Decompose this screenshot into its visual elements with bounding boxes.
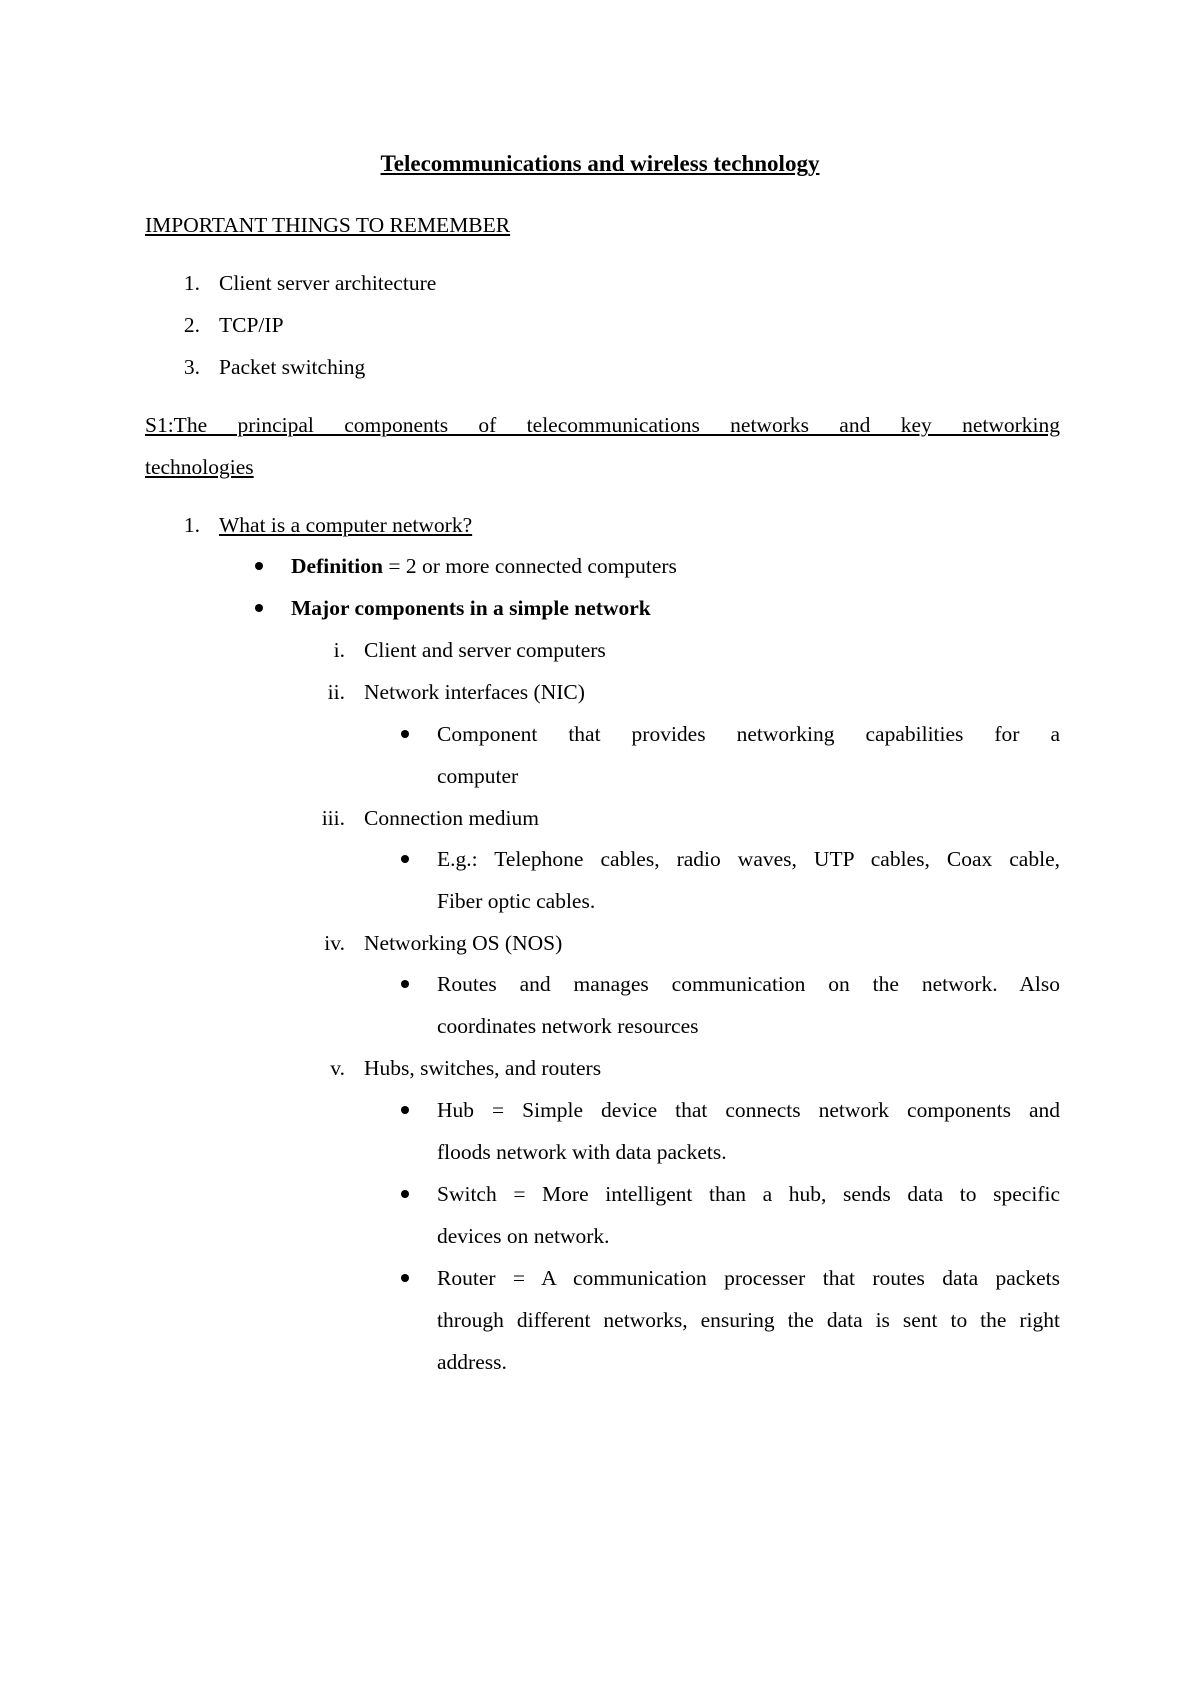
section-heading-line1: S1:The principal components of telecommunications networks and key networking bbox=[145, 413, 1060, 437]
hub-detail-line1: Hub = Simple device that connects network components and bbox=[437, 1098, 1060, 1122]
major-components-heading: Major components in a simple network bbox=[291, 596, 651, 620]
bullet-icon bbox=[401, 1190, 409, 1198]
document-title: Telecommunications and wireless technology bbox=[380, 151, 820, 176]
roman-number: v. bbox=[330, 1056, 345, 1080]
bullet-icon bbox=[255, 604, 263, 612]
medium-detail-line1: E.g.: Telephone cables, radio waves, UTP cables, Coax cable, bbox=[437, 847, 1060, 871]
component-item: Hubs, switches, and routers bbox=[364, 1056, 602, 1080]
bullet-icon bbox=[401, 980, 409, 988]
router-detail-line1: Router = A communication processer that routes data packets bbox=[437, 1266, 1060, 1290]
bullet-icon bbox=[255, 562, 263, 570]
list-number: 1. bbox=[183, 271, 200, 295]
question-text: What is a computer network? bbox=[219, 513, 473, 537]
nic-detail-line1: Component that provides networking capabilities for a bbox=[437, 722, 1060, 746]
switch-detail-line1: Switch = More intelligent than a hub, sends data to specific bbox=[437, 1182, 1060, 1206]
section-heading-line2: technologies bbox=[145, 455, 254, 479]
component-item: Networking OS (NOS) bbox=[364, 931, 563, 955]
question-number: 1. bbox=[183, 513, 200, 537]
important-heading: IMPORTANT THINGS TO REMEMBER bbox=[145, 213, 511, 237]
list-number: 3. bbox=[183, 355, 200, 379]
bullet-icon bbox=[401, 1106, 409, 1114]
medium-detail-line2: Fiber optic cables. bbox=[437, 889, 596, 913]
switch-detail-line2: devices on network. bbox=[437, 1224, 610, 1248]
hub-detail-line2: floods network with data packets. bbox=[437, 1140, 727, 1164]
nos-detail-line2: coordinates network resources bbox=[437, 1014, 699, 1038]
router-detail-line3: address. bbox=[437, 1350, 507, 1374]
nic-detail-line2: computer bbox=[437, 764, 519, 788]
bullet-icon bbox=[401, 855, 409, 863]
roman-number: ii. bbox=[327, 680, 345, 704]
roman-number: iii. bbox=[321, 806, 345, 830]
list-item: Client server architecture bbox=[219, 271, 437, 295]
bullet-icon bbox=[401, 730, 409, 738]
list-item: TCP/IP bbox=[219, 313, 284, 337]
roman-number: iv. bbox=[324, 931, 345, 955]
definition-line bbox=[291, 556, 677, 578]
definition-term: Definition bbox=[291, 554, 383, 578]
nos-detail-line1: Routes and manages communication on the network. Also bbox=[437, 972, 1060, 996]
component-item: Connection medium bbox=[364, 806, 539, 830]
list-number: 2. bbox=[183, 313, 200, 337]
router-detail-line2: through different networks, ensuring the data is sent to the right bbox=[437, 1308, 1060, 1332]
component-item: Client and server computers bbox=[364, 638, 606, 662]
roman-number: i. bbox=[333, 638, 345, 662]
component-item: Network interfaces (NIC) bbox=[364, 680, 585, 704]
definition-text: = 2 or more connected computers bbox=[382, 554, 677, 578]
bullet-icon bbox=[401, 1274, 409, 1282]
list-item: Packet switching bbox=[219, 355, 366, 379]
